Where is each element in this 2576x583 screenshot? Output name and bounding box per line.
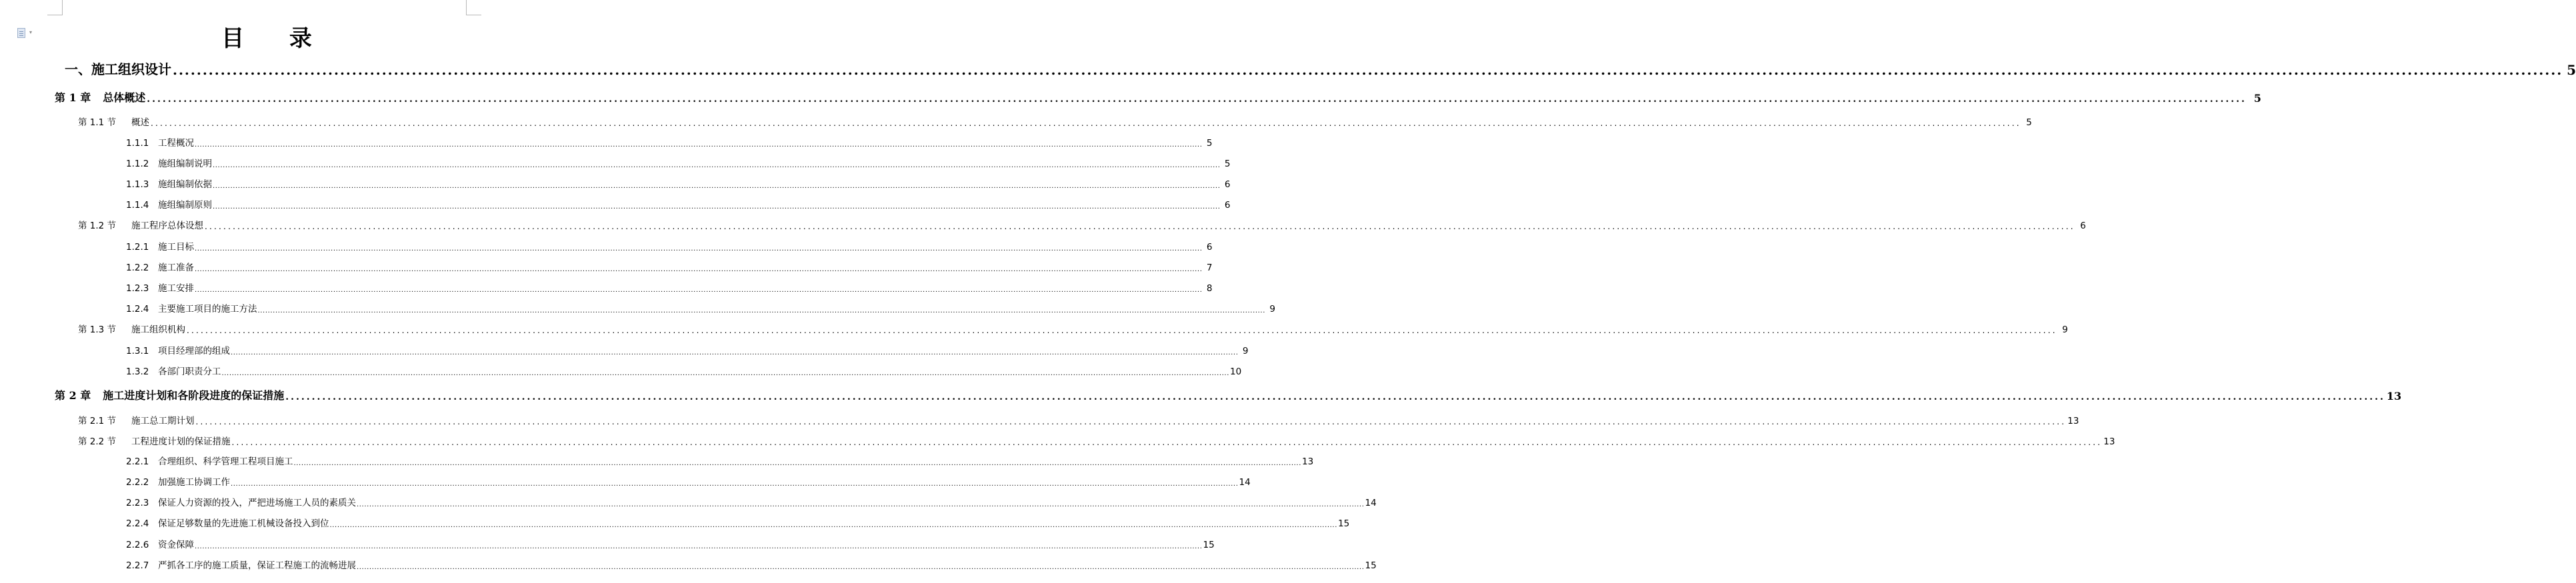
toc-entry-number: 1.1.2 <box>126 159 149 169</box>
toc-leader: ................................................................................................................................................................................................................................................................................................................................................................................................................ <box>195 287 1203 294</box>
toc-section-entry[interactable] <box>78 434 2115 447</box>
toc-entry-number: 1.1.1 <box>126 138 149 149</box>
toc-page-number: 15 <box>1337 518 1350 529</box>
toc-page-number: 5 <box>2567 62 2576 78</box>
toc-page-number: 13 <box>2067 416 2079 426</box>
toc-page-number: 6 <box>1206 242 1213 253</box>
toc-entry-number: 1.2.3 <box>126 283 149 294</box>
toc-entry-number: 2.2.3 <box>126 498 149 508</box>
toc-leader: ................................................................................................................................................................................................................................................................................................................................................................................................................ <box>293 460 1301 467</box>
toc-leader: ................................................................................................................................................................................................................................................................................................................................................................................................................ <box>231 349 1239 356</box>
toc-subsection-entry[interactable] <box>126 135 1213 149</box>
toc-page-number: 14 <box>1365 498 1377 508</box>
toc-entry-title: 保证人力资源的投入，严把进场施工人员的素质关 <box>158 498 356 508</box>
toc-leader: ................................................................................................................................................................................................................................................................................................................................................................................................................ <box>329 522 1337 529</box>
toc-leader: ................................................................................................................................................................................................................................................................................................................................................................................................................ <box>231 438 2103 447</box>
toc-subsection-entry[interactable] <box>126 364 1242 377</box>
toc-entry-number: 第 1.1 节 <box>78 117 117 128</box>
toc-leader: ................................................................................................................................................................................................................................................................................................................................................................................................................ <box>221 370 1229 377</box>
toc-entry-title: 施工进度计划和各阶段进度的保证措施 <box>103 389 285 402</box>
toc-chapter-entry[interactable] <box>55 388 2402 402</box>
toc-page-number: 13 <box>2103 436 2115 447</box>
toc-entry-title: 严抓各工序的施工质量，保证工程施工的流畅进展 <box>158 560 356 571</box>
toc-entry-title: 施组编制依据 <box>158 179 212 190</box>
toc-subsection-entry[interactable] <box>126 537 1215 550</box>
toc-page-number: 5 <box>2253 92 2261 105</box>
page-corner-mark-top-left <box>47 0 63 15</box>
toc-subsection-entry[interactable] <box>126 177 1231 190</box>
toc-page-number: 7 <box>1206 263 1213 273</box>
toc-leader: ................................................................................................................................................................................................................................................................................................................................................................................................................ <box>231 480 1239 488</box>
toc-leader: ................................................................................................................................................................................................................................................................................................................................................................................................................ <box>195 141 1203 149</box>
toc-page-number: 6 <box>1224 179 1231 190</box>
toc-entry-number: 第 2 章 <box>55 389 91 402</box>
toc-subsection-entry[interactable] <box>126 516 1350 529</box>
toc-entry-number: 1.2.2 <box>126 263 149 273</box>
toc-entry-title: 施组编制原则 <box>158 200 212 211</box>
toc-page-number: 10 <box>1229 366 1242 377</box>
toc-part-label: 一、施工组织设计 <box>65 61 171 77</box>
toc-leader: ................................................................................................................................................................................................................................................................................................................................................................................................................ <box>195 543 1203 550</box>
toc-leader: ................................................................................................................................................................................................................................................................................................................................................................................................................ <box>257 307 1265 314</box>
toc-leader: ................................................................................................................................................................................................................................................................................................................................................................................................................ <box>285 392 2385 402</box>
toc-entry-title: 施组编制说明 <box>158 159 212 169</box>
toc-leader: ................................................................................................................................................................................................................................................................................................................................................................................................................ <box>151 119 2021 128</box>
toc-page-number: 9 <box>2062 324 2068 335</box>
toc-subsection-entry[interactable] <box>126 156 1231 169</box>
toc-leader: ................................................................................................................................................................................................................................................................................................................................................................................................................ <box>213 183 1221 190</box>
toc-entry-number: 1.3.1 <box>126 346 149 356</box>
toc-entry-number: 1.2.4 <box>126 304 149 314</box>
toc-subsection-entry[interactable] <box>126 495 1377 508</box>
toc-page-number: 8 <box>1206 283 1213 294</box>
toc-entry-number: 第 1.3 节 <box>78 324 117 335</box>
toc-subsection-entry[interactable] <box>126 558 1377 571</box>
toc-entry-title: 施工组织机构 <box>131 324 185 335</box>
toc-page-number: 6 <box>1224 200 1231 211</box>
toc-page-number: 9 <box>1242 346 1249 356</box>
toc-entry-number: 2.2.2 <box>126 477 149 488</box>
toc-page-number: 13 <box>1301 456 1314 467</box>
toc-leader: ................................................................................................................................................................................................................................................................................................................................................................................................................ <box>195 417 2067 426</box>
toc-entry-title: 施工目标 <box>158 242 194 253</box>
toc-leader: ................................................................................................................................................................................................................................................................................................................................................................................................................ <box>195 266 1203 273</box>
toc-page-number: 13 <box>2386 390 2402 402</box>
toc-page-number: 5 <box>2026 117 2032 128</box>
toc-section-entry[interactable] <box>78 218 2086 231</box>
toc-leader: ................................................................................................................................................................................................................................................................................................................................................................................................................ <box>213 162 1221 169</box>
toc-leader: ................................................................................................................................................................................................................................................................................................................................................................................................................ <box>187 326 2057 335</box>
toc-entry-title: 总体概述 <box>103 91 146 104</box>
toc-entry-number: 2.2.4 <box>126 518 149 529</box>
toc-leader: ................................................................................................................................................................................................................................................................................................................................................................................................................ <box>357 564 1365 571</box>
toc-leader: ................................................................................................................................................................................................................................................................................................................................................................................................................ <box>173 62 2563 78</box>
toc-subsection-entry[interactable] <box>126 260 1213 273</box>
toc-page-number: 5 <box>1224 159 1231 169</box>
toc-subsection-entry[interactable] <box>126 197 1231 211</box>
toc-entry-title: 工程进度计划的保证措施 <box>131 436 231 447</box>
toc-page-number: 9 <box>1269 304 1275 314</box>
toc-entry-number: 1.1.4 <box>126 200 149 211</box>
toc-entry-number: 第 1.2 节 <box>78 221 117 231</box>
toc-entry-number: 2.2.7 <box>126 560 149 571</box>
toc-entry-title: 保证足够数量的先进施工机械设备投入到位 <box>158 518 329 529</box>
toc-page-number: 5 <box>1206 138 1213 149</box>
toc-page-number: 6 <box>2080 221 2086 231</box>
toc-entry-title: 加强施工协调工作 <box>158 477 230 488</box>
toc-entry-number: 第 2.2 节 <box>78 436 117 447</box>
toc-section-entry[interactable] <box>78 115 2032 128</box>
toc-entry-title: 各部门职责分工 <box>158 366 221 377</box>
toc-entry-title: 合理组织、科学管理工程项目施工 <box>158 456 293 467</box>
toc-entry-number: 1.2.1 <box>126 242 149 253</box>
toc-subsection-entry[interactable] <box>126 474 1251 488</box>
toc-leader: ................................................................................................................................................................................................................................................................................................................................................................................................................ <box>195 245 1203 253</box>
toc-entry-number: 1.3.2 <box>126 366 149 377</box>
toc-entry-number: 第 1 章 <box>55 91 91 104</box>
toc-leader: ................................................................................................................................................................................................................................................................................................................................................................................................................ <box>357 501 1365 508</box>
toc-entry-title: 主要施工项目的施工方法 <box>158 304 257 314</box>
toc-chapter-entry[interactable] <box>55 90 2261 105</box>
toc-entry-title: 施工程序总体设想 <box>131 221 203 231</box>
toc-subsection-entry[interactable] <box>126 343 1249 356</box>
toc-entry-title: 施工总工期计划 <box>131 416 195 426</box>
toc-page-number: 14 <box>1239 477 1251 488</box>
page-title: 目 录 <box>221 25 331 52</box>
toc-entry-title: 施工准备 <box>158 263 194 273</box>
toc-leader: ................................................................................................................................................................................................................................................................................................................................................................................................................ <box>205 222 2075 231</box>
page-corner-mark-top-right <box>466 0 481 15</box>
toc-page-number: 15 <box>1203 540 1215 550</box>
toc-leader: ................................................................................................................................................................................................................................................................................................................................................................................................................ <box>213 203 1221 211</box>
toc-subsection-entry[interactable] <box>126 281 1213 294</box>
toc-entry-number: 2.2.6 <box>126 540 149 550</box>
toc-page-number: 15 <box>1365 560 1377 571</box>
toc-subsection-entry[interactable] <box>126 454 1314 467</box>
chevron-down-icon[interactable]: ▾ <box>29 29 33 35</box>
toc-entry-title: 工程概况 <box>158 138 194 149</box>
toc-entry-number: 2.2.1 <box>126 456 149 467</box>
toc-entry-title: 资金保障 <box>158 540 194 550</box>
toc-section-entry[interactable] <box>78 413 2079 426</box>
toc-part-heading[interactable] <box>65 61 2576 78</box>
toc-entry-title: 项目经理部的组成 <box>158 346 230 356</box>
toc-entry-number: 1.1.3 <box>126 179 149 190</box>
toc-subsection-entry[interactable] <box>126 239 1213 253</box>
toc-subsection-entry[interactable] <box>126 301 1275 314</box>
toc-section-entry[interactable] <box>78 322 2068 335</box>
toc-entry-number: 第 2.1 节 <box>78 416 117 426</box>
toc-leader: ................................................................................................................................................................................................................................................................................................................................................................................................................ <box>147 94 2247 105</box>
toc-entry-title: 概述 <box>131 117 149 128</box>
toc-entry-title: 施工安排 <box>158 283 194 294</box>
